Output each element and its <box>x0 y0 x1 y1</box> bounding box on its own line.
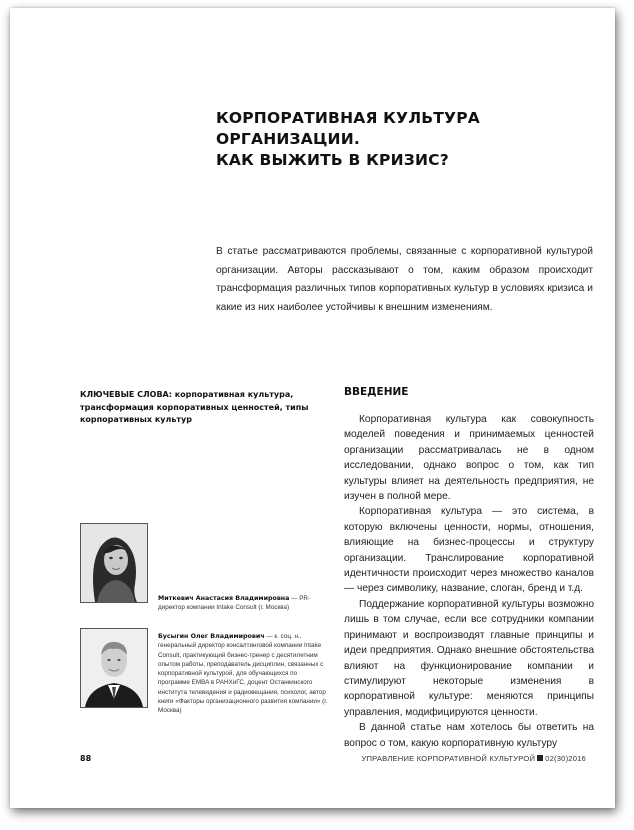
portrait-woman-image <box>81 524 147 602</box>
author-description-1: — PR-директор компании Intake Consult (г. Москва) <box>158 595 311 612</box>
author-photo-2 <box>80 628 148 708</box>
title-line-1: КОРПОРАТИВНАЯ КУЛЬТУРА ОРГАНИЗАЦИИ. <box>216 109 480 148</box>
paragraph-1: Корпоративная культура как совокупность моделей поведения и принимаемых ценностей организации рассматривалась не в одном исследовании, однако вопрос о том, как тип культуры влияет на деятельность предприятия, не изучен в полной мере. <box>344 414 594 503</box>
keywords-label: КЛЮЧЕВЫЕ СЛОВА: <box>80 390 172 399</box>
section-heading: ВВЕДЕНИЕ <box>344 386 409 398</box>
author-bio-1 <box>158 594 328 613</box>
paragraph-2: Корпоративная культура — это система, в которую включены ценности, нормы, отношения, влияющие на бизнес-процессы и структуру организации. Транслирование корпоративной идентичности происходит через множество каналов — через символику, название, слоган, бренд и т.д. <box>344 506 594 595</box>
article-title <box>216 108 606 171</box>
author-name-2: Бусыгин Олег Владимирович <box>158 633 265 640</box>
author-bio-2 <box>158 632 328 716</box>
author-name-1: Миткевич Анастасия Владимировна <box>158 595 290 602</box>
page-number: 88 <box>80 754 92 763</box>
author-description-2: — к. соц. н., генеральный директор консалтинговой компании Intake Consult, практикующий бизнес-тренер с десятилетним опытом работы, преподаватель дисциплин, связанных с корпоративной культурой, для обучающихся по программе EMBA в РАНХиГС, доцент Останкинского института телевидения и радиовещания, психолог, автор книги «Факторы организационного развития компании» (г. Москва) <box>158 633 328 715</box>
body-column <box>344 412 594 751</box>
journal-name: УПРАВЛЕНИЕ КОРПОРАТИВНОЙ КУЛЬТУРОЙ <box>361 754 536 763</box>
keywords-block <box>80 389 335 427</box>
keywords-text: корпоративная культура, трансформация корпоративных ценностей, типы корпоративных культур <box>80 390 309 424</box>
title-line-2: КАК ВЫЖИТЬ В КРИЗИС? <box>216 151 449 169</box>
article-abstract: В статье рассматриваются проблемы, связанные с корпоративной культурой организации. Авторы рассказывают о том, каким образом происходит трансформация различных типов корпоративных культур в условиях кризиса и какие из них наиболее устойчивы к внешним изменениям. <box>216 246 593 313</box>
portrait-man-image <box>81 629 147 707</box>
paragraph-3: Поддержание корпоративной культуры возможно лишь в том случае, если все сотрудники компании принимают и воспроизводят главные принципы и идеи предприятия. Однако внешние обстоятельства влияют на функционирование компании и стимулируют некоторые изменения в корпоративной культуре: меняются принципы управления, модифицируются ценности. <box>344 598 594 718</box>
paragraph-4: В данной статье нам хотелось бы ответить на вопрос о том, какую корпоративную культуру <box>344 722 594 749</box>
running-footer <box>361 754 586 763</box>
square-bullet-icon <box>537 755 543 761</box>
magazine-page <box>10 8 615 808</box>
issue-number: 02(30)2016 <box>545 754 586 763</box>
author-photo-1 <box>80 523 148 603</box>
